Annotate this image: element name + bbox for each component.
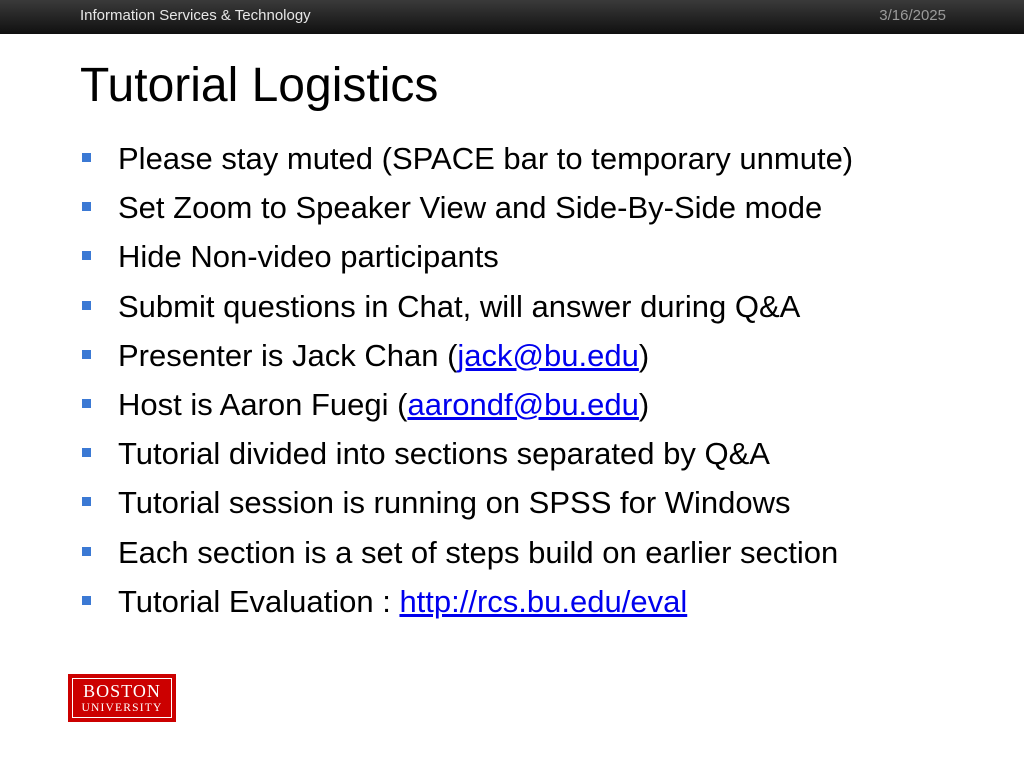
square-bullet-icon bbox=[82, 301, 91, 310]
evaluation-link[interactable]: http://rcs.bu.edu/eval bbox=[399, 583, 688, 619]
bullet-text: Hide Non-video participants bbox=[118, 239, 499, 275]
bullet-text bbox=[118, 331, 649, 380]
header-organization: Information Services & Technology bbox=[80, 7, 311, 24]
email-link-aaron[interactable]: aarondf@bu.edu bbox=[407, 386, 639, 422]
header-bar bbox=[0, 0, 1024, 34]
square-bullet-icon bbox=[82, 448, 91, 457]
logo-line-university: UNIVERSITY bbox=[81, 702, 163, 714]
square-bullet-icon bbox=[82, 399, 91, 408]
square-bullet-icon bbox=[82, 350, 91, 359]
boston-university-logo bbox=[68, 674, 176, 722]
square-bullet-icon bbox=[82, 202, 91, 211]
bullet-text bbox=[118, 380, 649, 429]
bullet-text-prefix: Presenter is Jack Chan ( bbox=[118, 337, 458, 373]
header-date: 3/16/2025 bbox=[879, 7, 946, 24]
bullet-text: Set Zoom to Speaker View and Side-By-Side mode bbox=[118, 190, 823, 226]
bullet-text: Please stay muted (SPACE bar to temporary unmute) bbox=[118, 141, 854, 176]
slide-title: Tutorial Logistics bbox=[80, 59, 439, 112]
bullet-text bbox=[118, 577, 687, 626]
square-bullet-icon bbox=[82, 497, 91, 506]
square-bullet-icon bbox=[82, 153, 91, 162]
bullet-text-prefix: Host is Aaron Fuegi ( bbox=[118, 386, 408, 422]
bullet-text-suffix: ) bbox=[638, 337, 650, 373]
square-bullet-icon bbox=[82, 251, 91, 260]
logo-frame bbox=[72, 678, 172, 718]
square-bullet-icon bbox=[82, 547, 91, 556]
bullet-text: Tutorial session is running on SPSS for Windows bbox=[118, 485, 791, 521]
bullet-text: Tutorial divided into sections separated by Q&A bbox=[118, 436, 770, 472]
email-link-jack[interactable]: jack@bu.edu bbox=[457, 337, 639, 373]
bullet-text: Submit questions in Chat, will answer during Q&A bbox=[118, 288, 801, 324]
square-bullet-icon bbox=[82, 596, 91, 605]
logo-line-boston: BOSTON bbox=[83, 681, 161, 701]
bullet-text-suffix: ) bbox=[638, 386, 650, 422]
bullet-text-prefix: Tutorial Evaluation : bbox=[118, 583, 400, 619]
bullet-text: Each section is a set of steps build on earlier section bbox=[118, 534, 839, 570]
